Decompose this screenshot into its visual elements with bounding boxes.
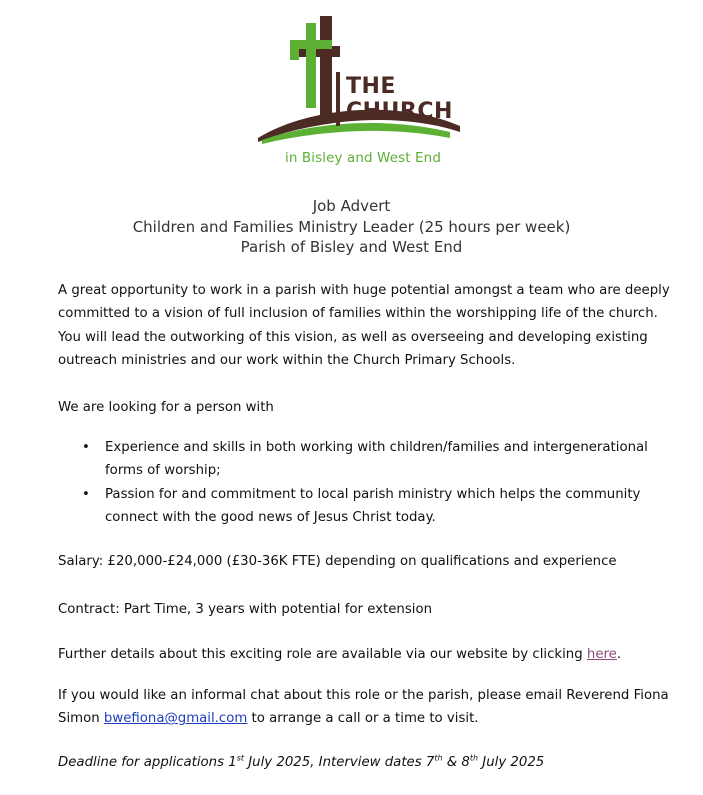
requirements-list (58, 436, 658, 529)
deadline-part-4: July 2025 (478, 755, 545, 770)
contact-lead: If you would like an informal chat about this role or the parish, please email Reverend Fiona Simon (58, 688, 669, 727)
list-item (58, 483, 658, 530)
bullet-icon: • (82, 486, 90, 502)
logo-subtitle: in Bisley and West End (284, 150, 441, 166)
heading-line-1: Job Advert (312, 197, 391, 215)
email-link[interactable]: bwefiona@gmail.com (103, 711, 248, 727)
logo-word-the: THE (346, 74, 396, 99)
green-cross-left (290, 40, 299, 60)
list-item-text: Passion for and commitment to local parish ministry which helps the community connect with the good news of Jesus Christ today. (105, 486, 641, 525)
advert-heading (0, 196, 703, 258)
list-item (58, 436, 658, 483)
list-item-text: Experience and skills in both working with children/families and intergenerational forms of worship; (105, 440, 648, 479)
contact-end: to arrange a call or a time to visit. (247, 711, 479, 727)
ordinal-suffix: th (469, 753, 479, 763)
green-cross-vertical (306, 23, 316, 108)
contact-paragraph (58, 684, 678, 731)
deadline-part-1: Deadline for applications 1 (58, 755, 237, 770)
salary-text: Salary: £20,000-£24,000 (£30-36K FTE) depending on qualifications and experience (58, 554, 617, 569)
deadline-part-3: & 8 (442, 755, 470, 770)
church-logo (250, 8, 465, 173)
looking-for-text: We are looking for a person with (58, 400, 274, 415)
further-details-text (58, 643, 678, 666)
logo-word-church: CHURCH (346, 99, 453, 124)
further-details-end: . (616, 647, 622, 662)
ordinal-suffix: th (434, 753, 443, 763)
text-bracket (336, 72, 340, 126)
ordinal-suffix: st (236, 753, 245, 763)
deadline-part-2: July 2025, Interview dates 7 (244, 755, 435, 770)
bullet-icon: • (82, 440, 90, 455)
intro-paragraph: A great opportunity to work in a parish with huge potential amongst a team who are deeply committed to a vision of full inclusion of families within the worshipping life of the church. You will lead the outworking of this vision, as well as overseeing and developing existing outreach ministries and our work within the Church Primary Schools. (58, 283, 670, 368)
heading-line-2: Children and Families Ministry Leader (25 hours per week) (132, 217, 571, 236)
further-details-lead: Further details about this exciting role are available via our website by clicking (58, 647, 587, 662)
deadline-text (58, 751, 678, 774)
website-link[interactable]: here (586, 647, 617, 662)
contract-text: Contract: Part Time, 3 years with potential for extension (58, 602, 433, 617)
brown-cross-vertical (320, 16, 332, 119)
heading-line-3: Parish of Bisley and West End (240, 238, 463, 256)
